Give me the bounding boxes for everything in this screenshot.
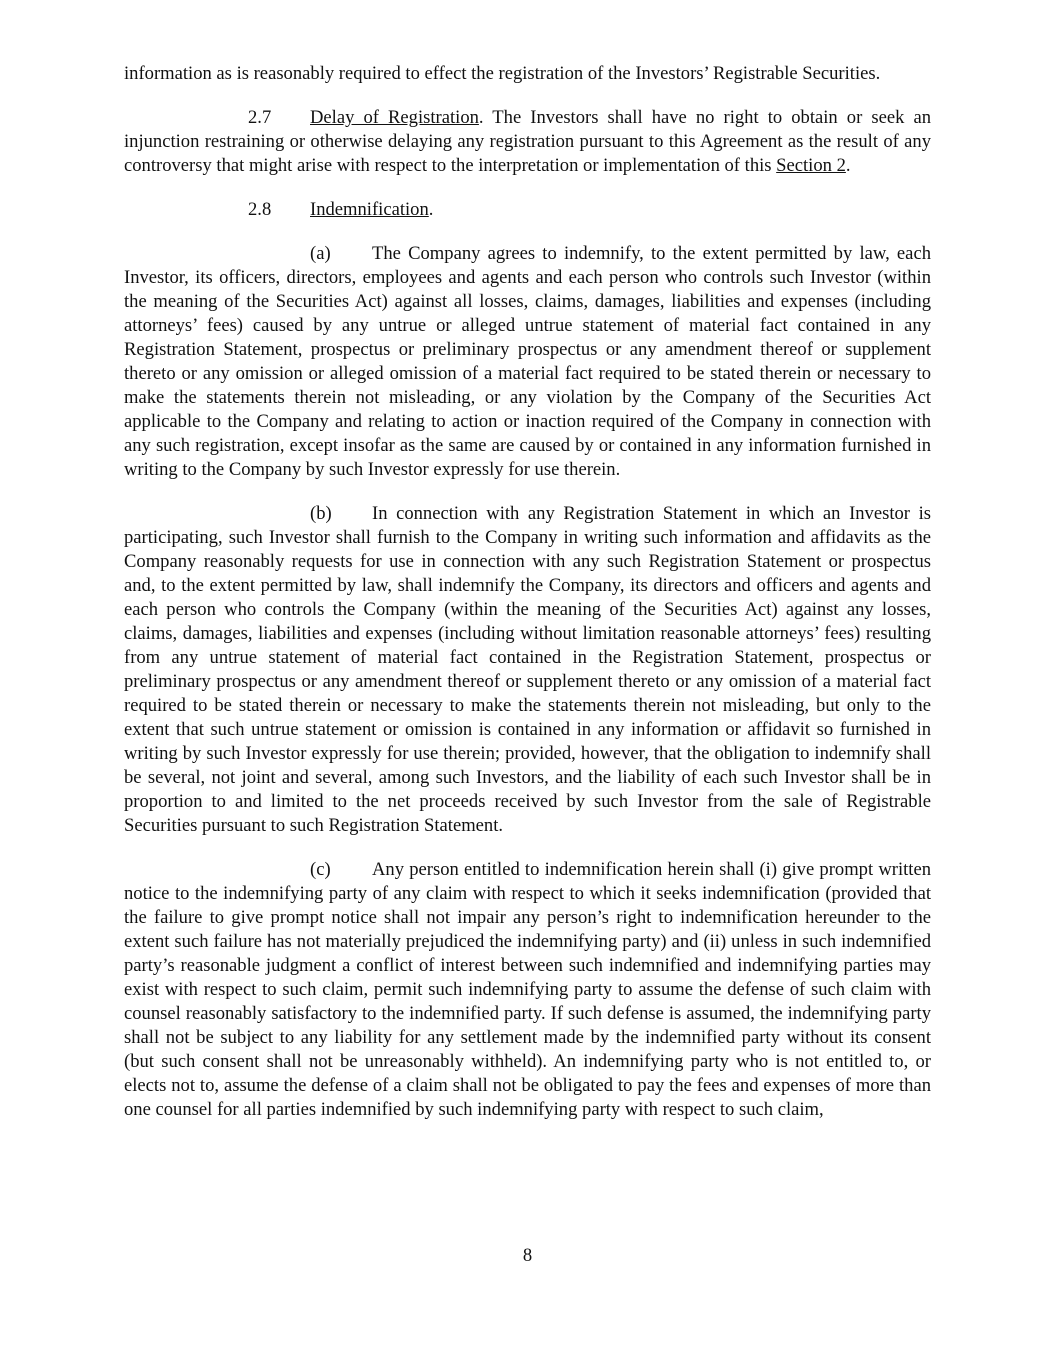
intro-paragraph [124, 62, 931, 86]
subsection-c-label: (c) [310, 859, 331, 880]
subsection-b-text: In connection with any Registration Statement in which an Investor is participating, such Investor shall furnish to the Company in writing such information and affidavits as the Company reasonably requests for use in connection with any such Registration Statement or prospectus and, to the extent permitted by law, shall indemnify the Company, its directors and officers and agents and each person who controls the Company (within the meaning of the Securities Act) against any losses, claims, damages, liabilities and expenses (including without limitation reasonable attorneys’ fees) resulting from any untrue statement of material fact contained in the Registration Statement, prospectus or preliminary prospectus or any amendment thereof or supplement thereto or any omission of a material fact required to be stated therein or necessary to make the statements therein not misleading, but only to the extent that such untrue statement or omission is contained in any information or affidavit so furnished in writing by such Investor expressly for use therein; provided, however, that the obligation to indemnify shall be several, not joint and several, among such Investors, and the liability of each such Investor shall be in proportion to and limited to the net proceeds received by such Investor from the sale of Registrable Securities pursuant to such Registration Statement. [124, 503, 931, 836]
section-2-reference: Section 2 [776, 155, 846, 176]
page-number: 8 [522, 1245, 533, 1266]
section-2-7-body: . The Investors shall have no right to obtain or seek an injunction restraining or otherwise delaying any registration pursuant to this Agreement as the result of any controversy that might arise with respect to the interpretation or implementation of this [124, 107, 931, 176]
subsection-b-paragraph [124, 502, 931, 838]
section-2-7-body-end: . [845, 155, 851, 176]
intro-paragraph-text: information as is reasonably required to effect the registration of the Investors’ Registrable Securities. [124, 63, 881, 84]
subsection-c-text: Any person entitled to indemnification herein shall (i) give prompt written notice to the indemnifying party of any claim with respect to which it seeks indemnification (provided that the failure to give prompt notice shall not impair any person’s right to indemnification hereunder to the extent such failure has not materially prejudiced the indemnifying party) and (ii) unless in such indemnified party’s reasonable judgment a conflict of interest between such indemnified and indemnifying parties may exist with respect to such claim, permit such indemnifying party to assume the defense of such claim with counsel reasonably satisfactory to the indemnified party. If such defense is assumed, the indemnifying party shall not be subject to any liability for any settlement made by the indemnified party without its consent (but such consent shall not be unreasonably withheld). An indemnifying party who is not entitled to, or elects not to, assume the defense of a claim shall not be obligated to pay the fees and expenses of more than one counsel for all parties indemnified by such indemnifying party with respect to such claim, [124, 859, 931, 1120]
section-2-8-number: 2.8 [248, 199, 272, 220]
subsection-a-text: The Company agrees to indemnify, to the extent permitted by law, each Investor, its officers, directors, employees and agents and each person who controls such Investor (within the meaning of the Securities Act) against all losses, claims, damages, liabilities and expenses (including attorneys’ fees) caused by any untrue or alleged untrue statement of material fact contained in any Registration Statement, prospectus or preliminary prospectus or any amendment thereof or supplement thereto or any omission or alleged omission of a material fact required to be stated therein or necessary to make the statements therein not misleading, or any violation by the Company of the Securities Act applicable to the Company and relating to action or inaction required of the Company in connection with any such registration, except insofar as the same are caused by or contained in any information furnished in writing to the Company by such Investor expressly for use therein. [124, 243, 931, 480]
document-page [124, 62, 931, 1142]
section-2-8-title: Indemnification [310, 199, 429, 220]
section-2-8-title-suffix: . [428, 199, 434, 220]
subsection-a-label: (a) [310, 243, 331, 264]
section-2-8-heading [124, 198, 931, 222]
section-2-7-number: 2.7 [248, 107, 272, 128]
subsection-b-label: (b) [310, 503, 332, 524]
subsection-c-paragraph [124, 858, 931, 1122]
section-2-7-paragraph [124, 106, 931, 178]
subsection-a-paragraph [124, 242, 931, 482]
section-2-7-title: Delay of Registration [310, 107, 479, 128]
